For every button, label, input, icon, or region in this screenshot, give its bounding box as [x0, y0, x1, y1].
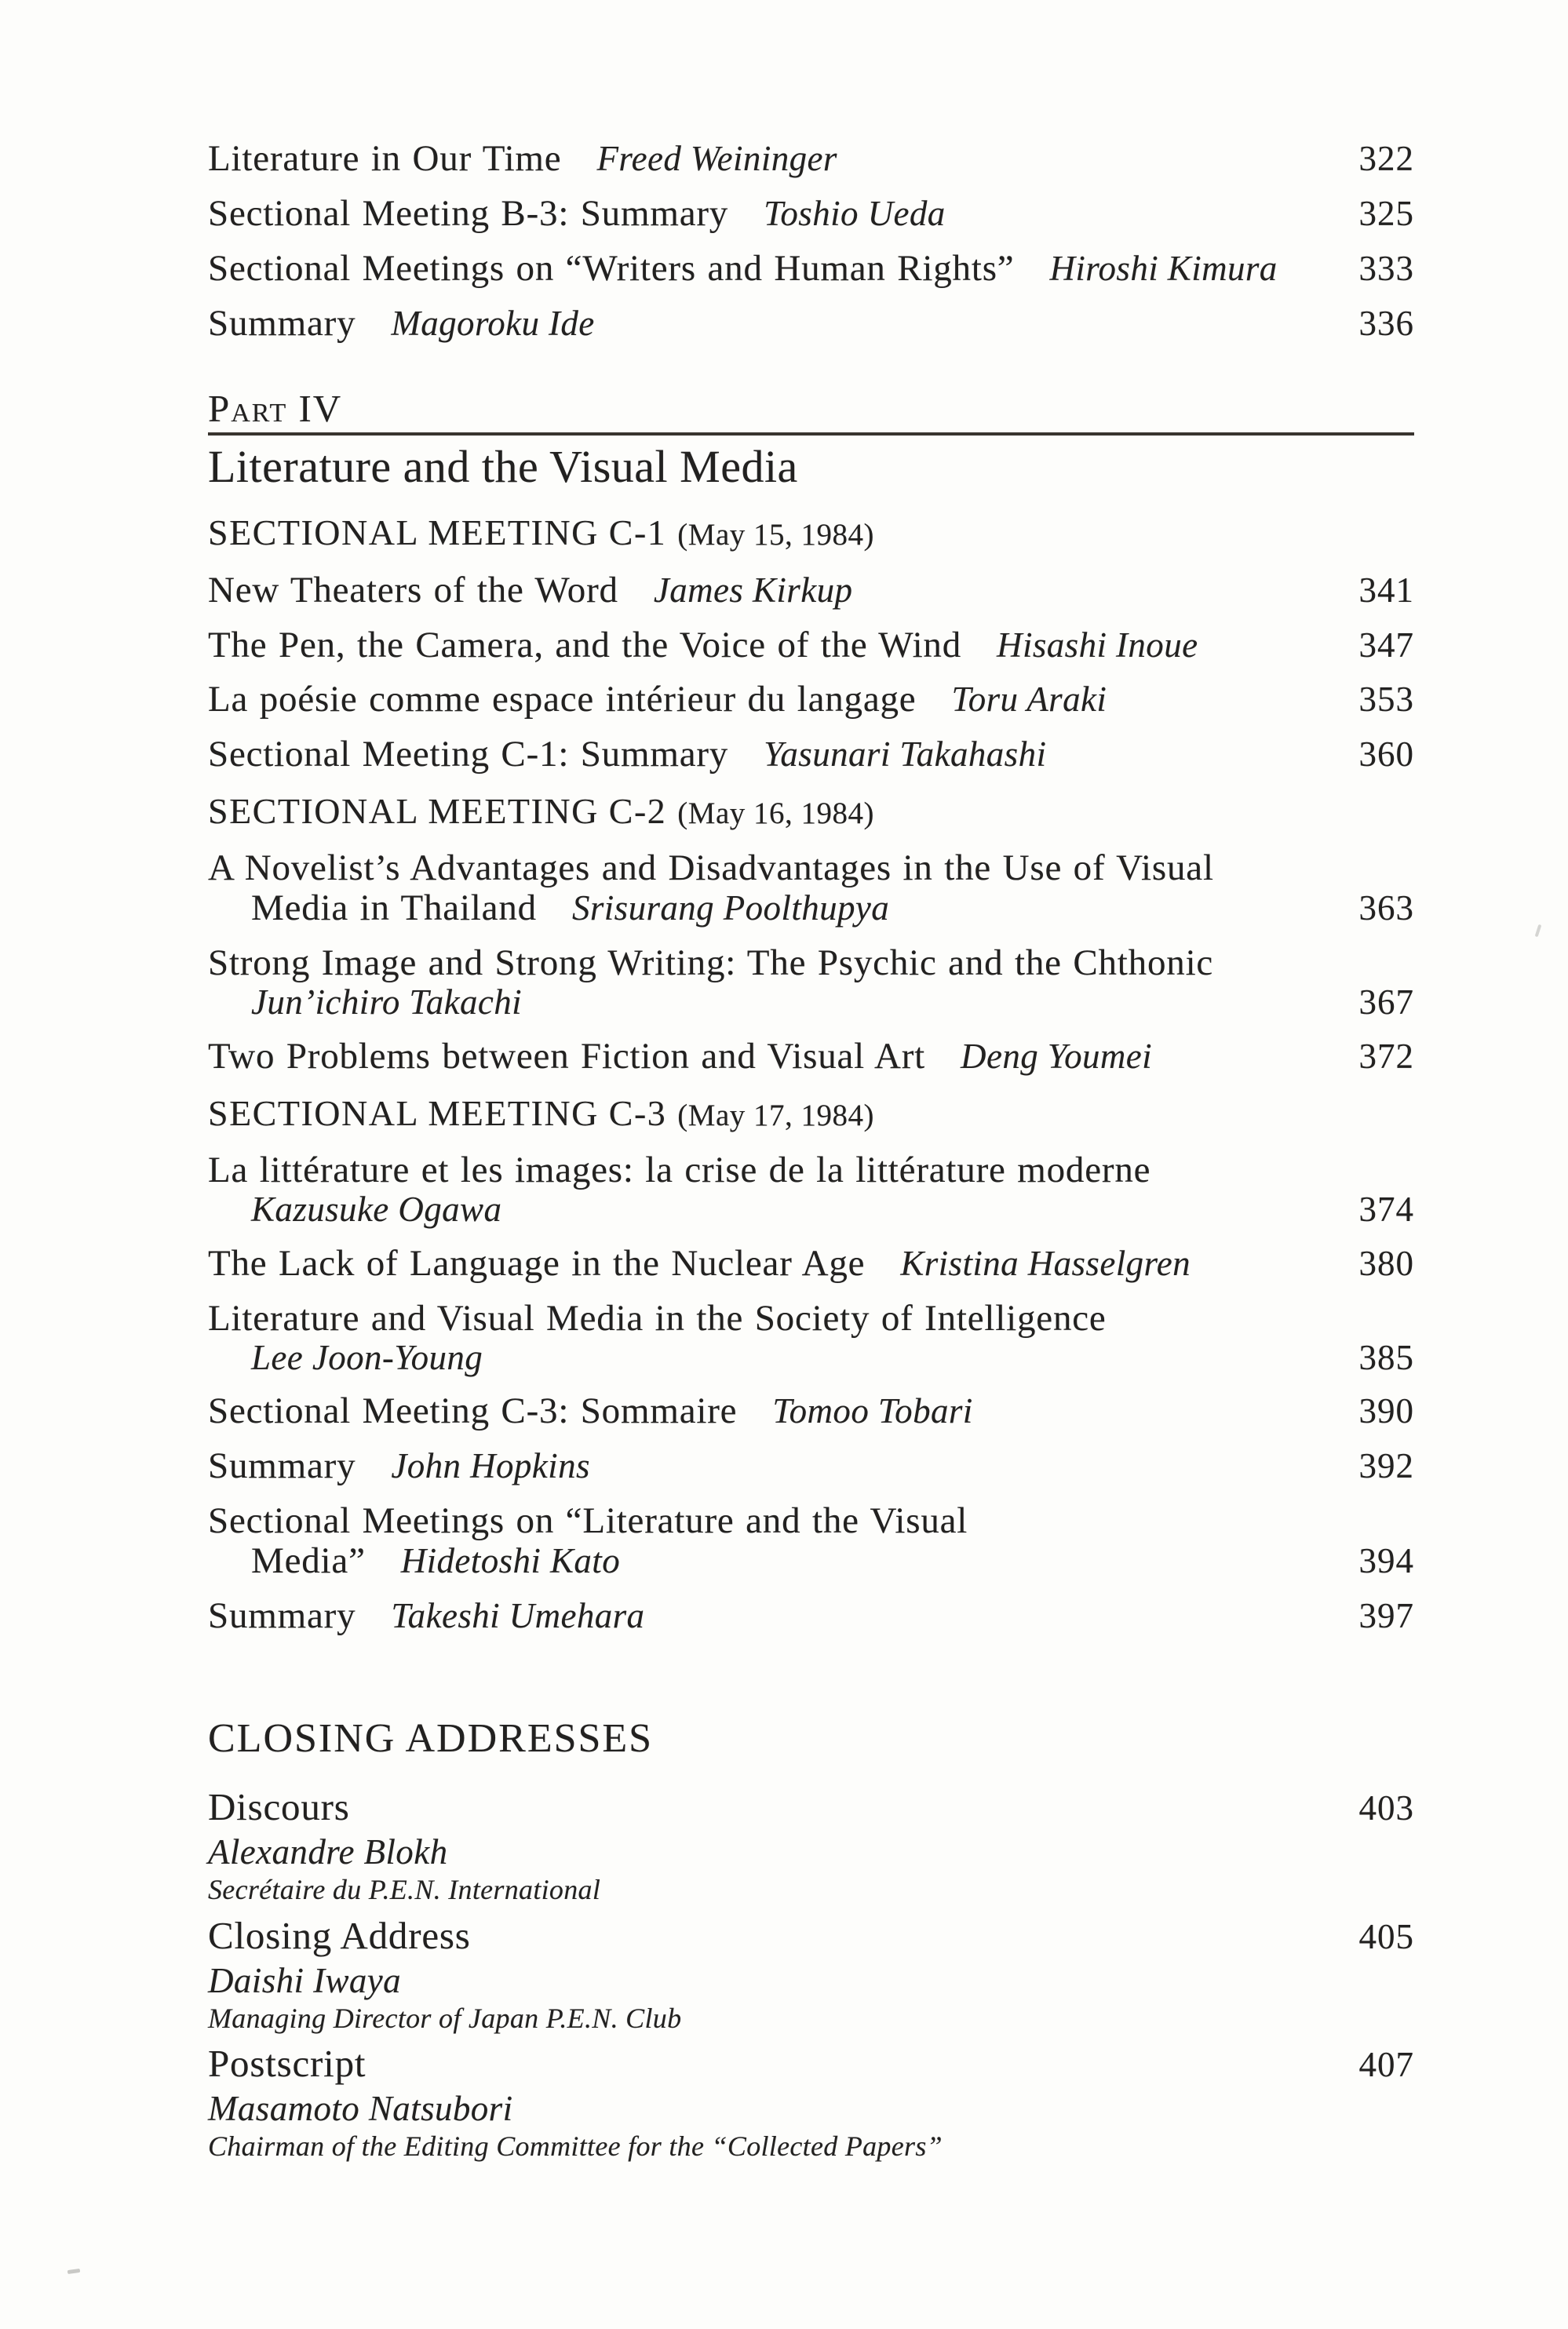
entry-author: Toshio Ueda — [764, 193, 946, 233]
section-heading — [208, 514, 1414, 552]
closing-item-title: Closing Address — [208, 1913, 471, 1957]
toc-entry-row — [208, 1502, 1414, 1580]
toc-entry-row — [208, 1037, 1414, 1076]
closing-item — [208, 1785, 1414, 1906]
section-heading-text: SECTIONAL MEETING C-3 — [208, 1092, 667, 1133]
entry-page-number: 341 — [1358, 570, 1414, 610]
entry-title: Summary — [208, 1595, 356, 1636]
toc-entry-row — [208, 192, 1414, 234]
entry-author: Tomoo Tobari — [772, 1391, 973, 1431]
entry-title: The Pen, the Camera, and the Voice of the Wind — [208, 624, 962, 665]
part-rule — [208, 386, 1414, 436]
entry-page-number: 367 — [1358, 982, 1414, 1022]
entry-page-number: 405 — [1358, 1916, 1414, 1956]
closing-heading: CLOSING ADDRESSES — [208, 1715, 654, 1761]
entry-title: Two Problems between Fiction and Visual Art — [208, 1035, 926, 1077]
part-block — [208, 386, 1414, 491]
entry-author: John Hopkins — [391, 1446, 590, 1486]
closing-item — [208, 1913, 1414, 2034]
section-heading — [208, 793, 1414, 830]
entry-line-2 — [208, 1542, 1414, 1580]
entry-page-number: 390 — [1358, 1391, 1414, 1431]
entry-title: A Novelist’s Advantages and Disadvantages in the Use of Visual — [208, 847, 1214, 889]
entry-page-number: 394 — [1358, 1540, 1414, 1580]
entry-line-1 — [208, 1299, 1414, 1338]
toc-entry-row — [208, 849, 1414, 928]
toc-entry-row — [208, 1447, 1414, 1485]
toc-entry-row — [208, 626, 1414, 665]
part-label: Part IV — [208, 386, 343, 430]
entry-line-1 — [208, 1151, 1414, 1190]
entry-line-1 — [208, 849, 1414, 887]
closing-item-role: Chairman of the Editing Committee for the “Collected Papers” — [208, 2130, 943, 2163]
closing-item-role: Secrétaire du P.E.N. International — [208, 1874, 601, 1906]
entry-page-number: 372 — [1358, 1036, 1414, 1076]
entry-line-2 — [208, 889, 1414, 928]
toc-entry-row — [208, 1299, 1414, 1376]
section-c3 — [208, 1092, 1414, 1636]
entry-page-number: 403 — [1358, 1788, 1414, 1828]
entry-page-number: 333 — [1358, 248, 1414, 288]
entry-page-number: 336 — [1358, 303, 1414, 343]
entry-author: Takeshi Umehara — [391, 1595, 645, 1635]
toc-entry-row — [208, 1151, 1414, 1228]
entry-page-number: 363 — [1358, 888, 1414, 928]
closing-item-title-row — [208, 1785, 1414, 1829]
scan-speck — [1535, 924, 1542, 937]
entry-author: Freed Weininger — [596, 139, 837, 178]
section-c2 — [208, 793, 1414, 1076]
toc-entry-row — [208, 571, 1414, 610]
entry-title: Literature and Visual Media in the Society of Intelligence — [208, 1297, 1107, 1339]
section-date: (May 16, 1984) — [677, 796, 875, 831]
closing-item-title-row — [208, 1913, 1414, 1957]
toc-continued-entries — [208, 140, 1414, 343]
closing-item-author: Masamoto Natsubori — [208, 2089, 513, 2129]
entry-title: Literature in Our Time — [208, 138, 562, 179]
entry-page-number: 407 — [1358, 2045, 1414, 2085]
toc-entry-row — [208, 247, 1414, 289]
section-date: (May 17, 1984) — [677, 1098, 875, 1132]
scan-speck — [67, 2269, 81, 2274]
entry-title: Sectional Meetings on “Writers and Human Rights” — [208, 247, 1015, 289]
entry-title-continued: Media” — [251, 1540, 366, 1581]
entry-author: Hisashi Inoue — [997, 625, 1198, 665]
entry-line-2 — [208, 1339, 1414, 1376]
entry-author: Jun’ichiro Takachi — [251, 982, 523, 1022]
entry-page-number: 360 — [1358, 734, 1414, 775]
section-c1 — [208, 514, 1414, 774]
entry-title: Strong Image and Strong Writing: The Psychic and the Chthonic — [208, 942, 1214, 984]
entry-page-number: 392 — [1358, 1446, 1414, 1486]
closing-item-role: Managing Director of Japan P.E.N. Club — [208, 2002, 682, 2034]
entry-title: Sectional Meeting C-1: Summary — [208, 734, 729, 775]
entry-title: Summary — [208, 302, 356, 344]
entry-author: James Kirkup — [653, 570, 853, 610]
entry-line-2 — [208, 1191, 1414, 1228]
entry-title: The Lack of Language in the Nuclear Age — [208, 1242, 866, 1284]
entry-author: Deng Youmei — [961, 1036, 1153, 1076]
entry-author: Srisurang Poolthupya — [571, 888, 890, 928]
toc-entry-row — [208, 735, 1414, 774]
toc-entry-row — [208, 140, 1414, 178]
entry-title: Sectional Meeting B-3: Summary — [208, 192, 729, 234]
entry-title: Sectional Meetings on “Literature and the Visual — [208, 1500, 968, 1542]
section-heading-text: SECTIONAL MEETING C-2 — [208, 791, 667, 832]
entry-title: La poésie comme espace intérieur du langage — [208, 679, 917, 720]
part-title: Literature and the Visual Media — [208, 440, 798, 492]
entry-page-number: 397 — [1358, 1595, 1414, 1635]
entry-page-number: 353 — [1358, 680, 1414, 720]
entry-page-number: 374 — [1358, 1189, 1414, 1229]
closing-item-title-row — [208, 2044, 1414, 2084]
entry-title: La littérature et les images: la crise de la littérature moderne — [208, 1150, 1151, 1191]
toc-entry-row — [208, 1597, 1414, 1635]
entry-author: Magoroku Ide — [391, 303, 595, 343]
entry-author: Hiroshi Kimura — [1049, 248, 1278, 288]
section-date: (May 15, 1984) — [677, 518, 875, 552]
section-heading-text: SECTIONAL MEETING C-1 — [208, 512, 667, 553]
entry-author: Toru Araki — [951, 680, 1107, 720]
entry-page-number: 347 — [1358, 625, 1414, 665]
entry-title-continued: Media in Thailand — [251, 887, 537, 929]
entry-author: Hidetoshi Kato — [400, 1540, 621, 1580]
entry-author: Kristina Hasselgren — [900, 1243, 1191, 1283]
closing-item — [208, 2044, 1414, 2162]
closing-item-title: Discours — [208, 1785, 350, 1829]
closing-addresses — [208, 1715, 1414, 2163]
toc-entry-row — [208, 944, 1414, 1021]
toc-content — [208, 140, 1414, 2173]
entry-title: Sectional Meeting C-3: Sommaire — [208, 1390, 738, 1432]
closing-item-author: Alexandre Blokh — [208, 1832, 448, 1872]
entry-page-number: 385 — [1358, 1337, 1414, 1377]
section-heading — [208, 1092, 1414, 1133]
entry-page-number: 325 — [1358, 193, 1414, 233]
toc-entry-row — [208, 1242, 1414, 1284]
closing-item-author: Daishi Iwaya — [208, 1960, 402, 2000]
entry-page-number: 380 — [1358, 1243, 1414, 1283]
closing-item-title: Postscript — [208, 2042, 366, 2086]
toc-entry-row — [208, 680, 1414, 719]
entry-line-1 — [208, 944, 1414, 982]
entry-author: Lee Joon-Young — [251, 1337, 483, 1377]
entry-line-1 — [208, 1502, 1414, 1540]
entry-author: Yasunari Takahashi — [764, 734, 1047, 775]
entry-line-2 — [208, 984, 1414, 1021]
entry-title: Summary — [208, 1445, 356, 1487]
entry-author: Kazusuke Ogawa — [251, 1189, 502, 1229]
toc-entry-row — [208, 304, 1414, 343]
entry-page-number: 322 — [1358, 139, 1414, 178]
entry-title: New Theaters of the Word — [208, 569, 618, 610]
toc-entry-row — [208, 1392, 1414, 1431]
